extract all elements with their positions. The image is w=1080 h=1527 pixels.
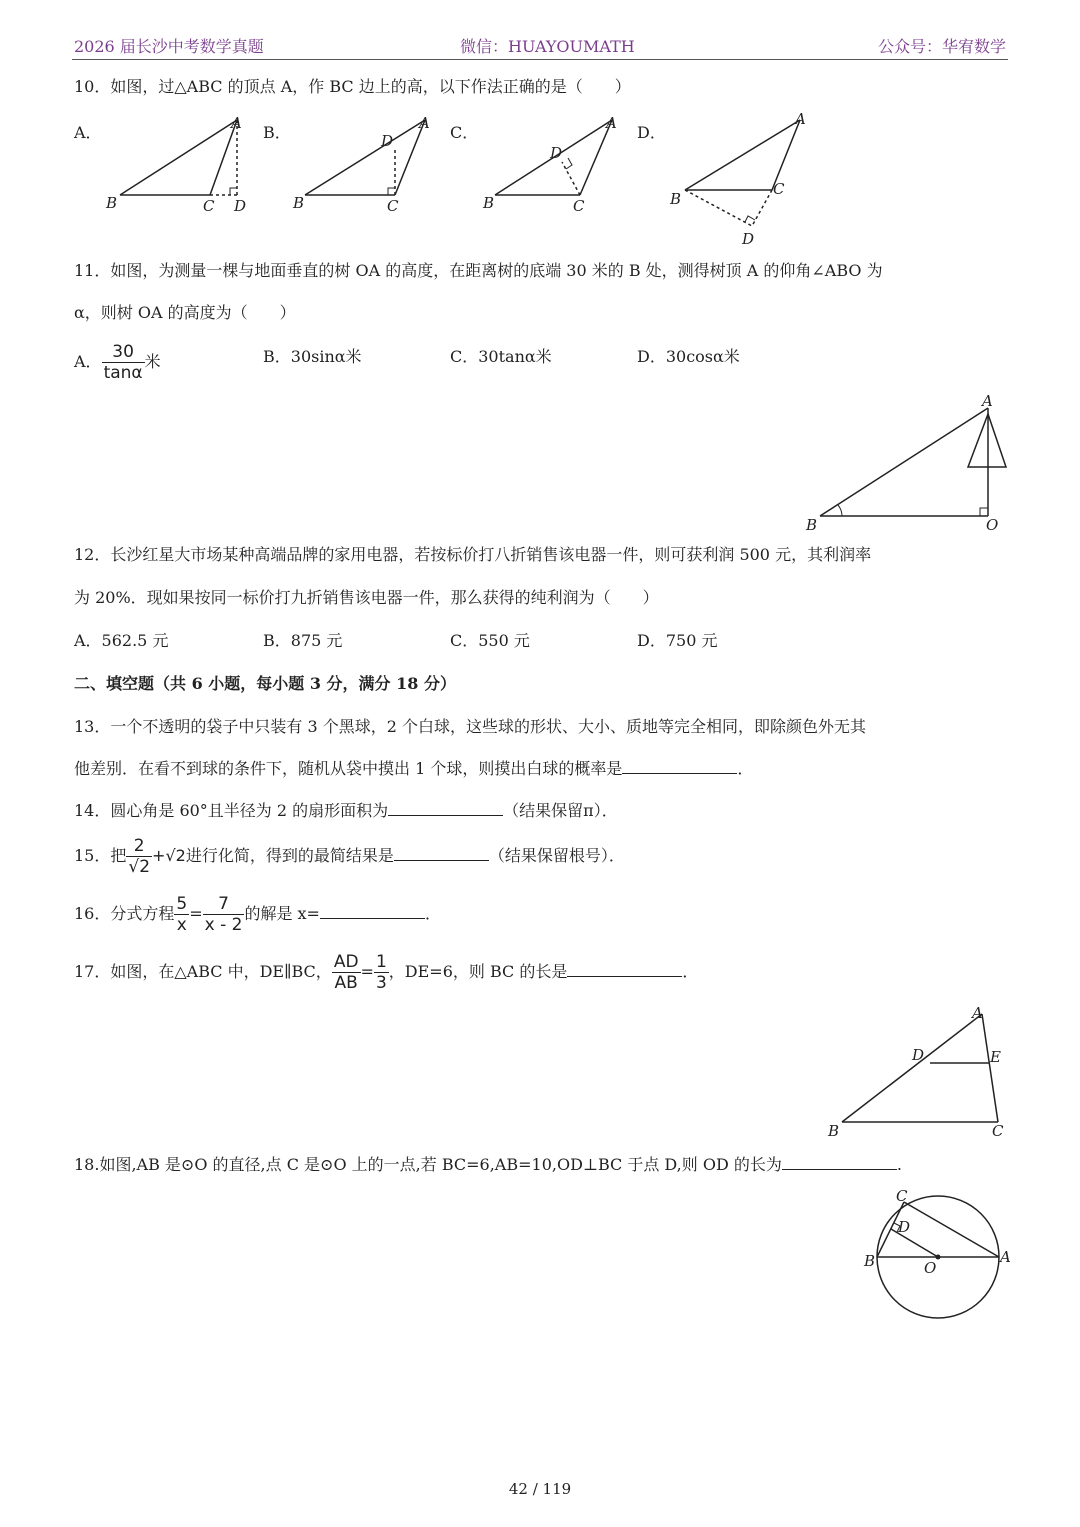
q11-option-b: B．30sinα米: [263, 347, 362, 366]
svg-text:O: O: [924, 1259, 937, 1277]
q11-figure: [800, 390, 1015, 540]
svg-text:A: A: [419, 114, 430, 132]
svg-text:C: C: [573, 197, 585, 215]
svg-text:D: D: [912, 1046, 925, 1064]
svg-text:D: D: [742, 230, 755, 248]
q11-line1: 11．如图，为测量一棵与地面垂直的树 OA 的高度，在距离树的底端 30 米的 B 处，测得树顶 A 的仰角∠ABO 为: [74, 261, 883, 280]
svg-text:A: A: [972, 1004, 983, 1022]
svg-text:B: B: [806, 516, 818, 534]
q10-option-b: B．: [263, 123, 291, 142]
svg-text:A: A: [231, 114, 242, 132]
q10-option-c: C．: [450, 123, 479, 142]
q18: 18.如图,AB 是⊙O 的直径,点 C 是⊙O 上的一点,若 BC=6,AB=10,OD⊥BC 于点 D,则 OD 的长为 .: [74, 1155, 902, 1174]
q16-answer-blank: [320, 904, 425, 919]
svg-text:C: C: [387, 197, 399, 215]
q17-figure: [820, 1000, 1020, 1145]
svg-text:C: C: [773, 180, 785, 198]
q13-line2: 他差别．在看不到球的条件下，随机从袋中摸出 1 个球，则摸出白球的概率是 ．: [74, 759, 754, 778]
svg-text:C: C: [203, 197, 215, 215]
q16: 16．分式方程 $\frac{5}{x}$ = $\frac{7}{x - 2}$ 的解是 x= ．: [74, 894, 441, 935]
q12-option-d: D．750 元: [637, 631, 718, 650]
svg-text:D: D: [234, 197, 247, 215]
q10-figure-a: [100, 110, 260, 220]
q12-line2: 为 20%．现如果按同一标价打九折销售该电器一件，那么获得的纯利润为（ ）: [74, 588, 659, 607]
svg-text:D: D: [381, 132, 394, 150]
header-rule: [72, 59, 1008, 60]
q18-figure: [860, 1185, 1020, 1325]
svg-text:B: B: [828, 1122, 840, 1140]
q15-answer-blank: [394, 846, 489, 861]
q11-option-c: C．30tanα米: [450, 347, 552, 366]
q14-answer-blank: [388, 801, 503, 816]
q13-answer-blank: [622, 759, 737, 774]
section-title: 二、填空题（共 6 小题，每小题 3 分，满分 18 分）: [74, 674, 456, 693]
svg-text:B: B: [864, 1252, 876, 1270]
q10-option-a: A．: [74, 123, 102, 142]
svg-text:O: O: [986, 516, 999, 534]
q11-option-a: A． $\frac{30}{\tan\alpha}$ 米: [74, 342, 161, 383]
page-number: 42 / 119: [508, 1480, 572, 1498]
svg-text:A: A: [606, 114, 617, 132]
svg-text:A: A: [1000, 1248, 1011, 1266]
q10-figure-c: [475, 110, 635, 220]
svg-text:B: B: [670, 190, 682, 208]
header-right: 公众号：华宥数学: [877, 37, 1006, 56]
q17-answer-blank: [567, 962, 682, 977]
svg-text:A: A: [795, 110, 806, 128]
q12-option-a: A．562.5 元: [74, 631, 169, 650]
q17: 17．如图，在△ABC 中，DE∥BC， $\frac{AD}{AB}$ = $\frac{1}{3}$ ，DE=6，则 BC 的长是 ．: [74, 952, 699, 993]
svg-text:C: C: [896, 1187, 908, 1205]
svg-text:E: E: [990, 1048, 1001, 1066]
q11-line2: α，则树 OA 的高度为（ ）: [74, 303, 296, 322]
svg-text:B: B: [293, 194, 305, 212]
svg-text:D: D: [550, 144, 563, 162]
q12-option-c: C．550 元: [450, 631, 530, 650]
svg-text:B: B: [483, 194, 495, 212]
q12-line1: 12．长沙红星大市场某种高端品牌的家用电器，若按标价打八折销售该电器一件，则可获利润 500 元，其利润率: [74, 545, 872, 564]
q12-option-b: B．875 元: [263, 631, 343, 650]
q14: 14．圆心角是 60°且半径为 2 的扇形面积为 （结果保留π）．: [74, 801, 618, 820]
q10-stem: 10．如图，过△ABC 的顶点 A，作 BC 边上的高，以下作法正确的是（ ）: [74, 77, 631, 96]
header-center: 微信：HUAYOUMATH: [460, 37, 635, 56]
q18-answer-blank: [782, 1155, 897, 1170]
q11-option-d: D．30cosα米: [637, 347, 740, 366]
svg-text:A: A: [982, 392, 993, 410]
header-left: 2026 届长沙中考数学真题: [74, 37, 264, 56]
svg-text:C: C: [992, 1122, 1004, 1140]
q13-line1: 13．一个不透明的袋子中只装有 3 个黑球，2 个白球，这些球的形状、大小、质地等完全相同，即除颜色外无其: [74, 717, 866, 736]
svg-text:D: D: [898, 1218, 911, 1236]
svg-text:B: B: [106, 194, 118, 212]
q10-figure-d: [660, 108, 830, 253]
q15: 15．把 $\frac{2}{√2}$ +√2进行化简，得到的最简结果是 （结果保留根号）．: [74, 836, 625, 877]
q10-option-d: D．: [637, 123, 666, 142]
q10-figure-b: [285, 110, 445, 220]
